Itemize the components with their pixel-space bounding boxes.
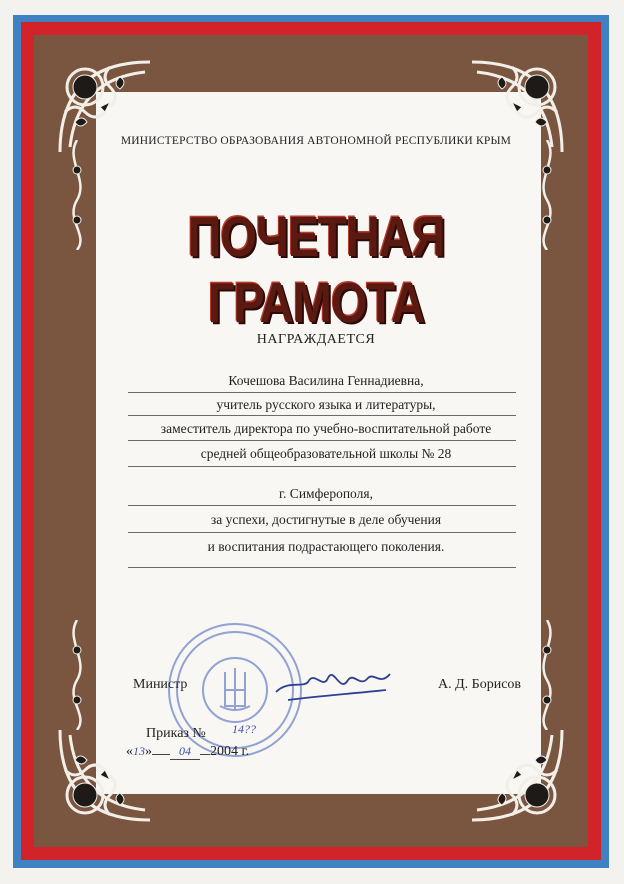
signatory-position: Министр	[133, 677, 188, 692]
ministry-header: МИНИСТЕРСТВО ОБРАЗОВАНИЯ АВТОНОМНОЙ РЕСПУБЛИКИ КРЫМ	[120, 135, 512, 147]
award-line: заместитель директора по учебно-воспитательной работе	[160, 421, 492, 436]
underline-rule	[128, 567, 516, 568]
date-month: 04	[170, 744, 200, 760]
corner-ornament-icon	[50, 720, 160, 830]
award-line: и воспитания подрастающего поколения.	[207, 539, 445, 554]
corner-ornament-icon	[462, 720, 572, 830]
underline-rule	[128, 505, 516, 506]
date-open-quote: «	[126, 744, 133, 759]
signature-icon	[268, 660, 398, 710]
award-line: за успехи, достигнутые в деле обучения	[210, 512, 442, 527]
award-line: г. Симферополя,	[279, 486, 373, 501]
order-number: 14??	[232, 722, 256, 736]
award-line: Кочешова Василина Геннадиевна,	[228, 373, 424, 388]
date-close-quote: »	[145, 744, 152, 759]
underline-rule	[128, 392, 516, 393]
vine-ornament-icon	[530, 620, 564, 730]
award-line: средней общеобразовательной школы № 28	[200, 446, 452, 461]
underline-rule	[128, 466, 516, 467]
signatory-name: А. Д. Борисов	[438, 677, 522, 692]
award-line: учитель русского языка и литературы,	[216, 397, 436, 412]
underline-rule	[128, 415, 516, 416]
vine-ornament-icon	[60, 620, 94, 730]
vine-ornament-icon	[60, 140, 94, 250]
awarded-label: НАГРАЖДАЕТСЯ	[256, 332, 376, 347]
underline-rule	[128, 440, 516, 441]
date-day: 13	[133, 744, 145, 758]
underline-rule	[128, 532, 516, 533]
certificate-title: ПОЧЕТНАЯ ГРАМОТА	[187, 204, 445, 334]
order-label: Приказ №	[146, 726, 206, 741]
order-date	[126, 744, 249, 760]
date-year: 2004 г.	[210, 744, 250, 759]
